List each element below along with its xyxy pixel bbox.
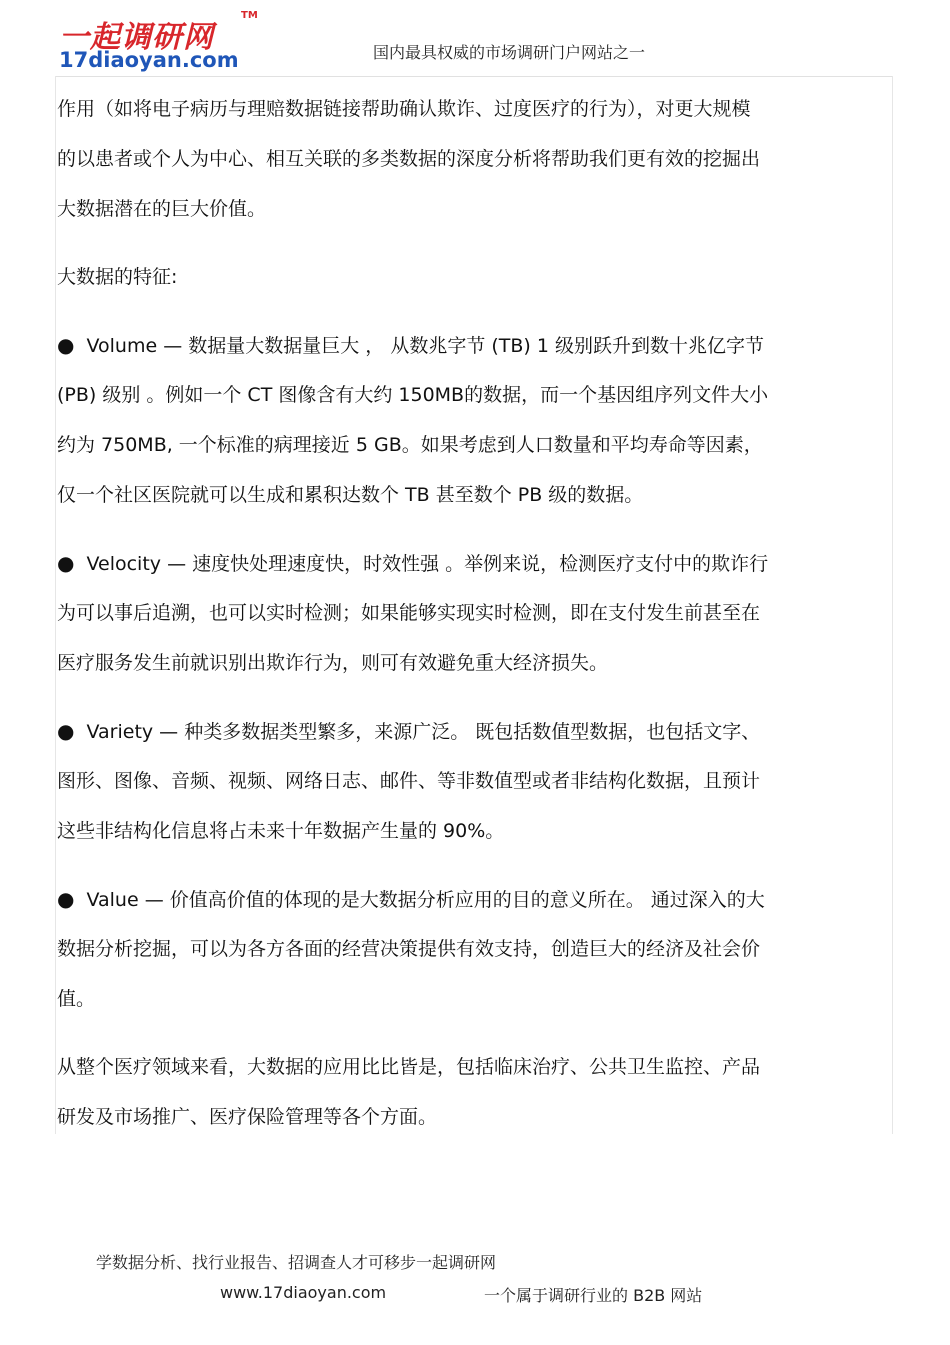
text-line: 图形、图像、音频、视频、网络日志、邮件、等非数值型或者非结构化数据，且预计	[57, 770, 761, 792]
paragraph-features-heading	[57, 252, 889, 302]
text-line: 约为 750MB, 一个标准的病理接近 5 GB。如果考虑到人口数量和平均寿命等因素，	[57, 434, 763, 456]
site-logo[interactable]	[55, 10, 265, 74]
document-body	[57, 84, 889, 1142]
bullet-dot-icon: ●	[57, 887, 75, 911]
footer-promo-text: 学数据分析、找行业报告、招调查人才可移步一起调研网	[96, 1253, 497, 1272]
text-line: 值。	[57, 988, 96, 1010]
text-line-content: Variety — 种类多数据类型繁多，来源广泛。 既包括数值型数据，也包括文字、	[80, 721, 761, 743]
logo-trademark: TM	[241, 10, 258, 21]
text-line	[57, 706, 889, 756]
feature-value	[57, 874, 889, 1024]
text-line-content: Velocity — 速度快处理速度快，时效性强 。举例来说，检测医疗支付中的欺诈行	[80, 553, 769, 575]
feature-volume	[57, 320, 889, 520]
feature-velocity	[57, 538, 889, 688]
paragraph-intro-continued	[57, 84, 889, 234]
header-divider	[55, 76, 893, 77]
text-line: 从整个医疗领域来看，大数据的应用比比皆是，包括临床治疗、公共卫生监控、产品	[57, 1056, 761, 1078]
footer-url-link[interactable]: www.17diaoyan.com	[220, 1283, 387, 1302]
bullet-dot-icon: ●	[57, 333, 75, 357]
text-line-content: Volume — 数据量大数据量巨大 ， 从数兆字节 (TB) 1 级别跃升到数十兆亿字节	[80, 335, 764, 357]
text-line: 大数据潜在的巨大价值。	[57, 198, 267, 220]
bullet-dot-icon: ●	[57, 551, 75, 575]
paragraph-medical-applications	[57, 1042, 889, 1142]
content-frame-left	[55, 76, 56, 1134]
text-line: 仅一个社区医院就可以生成和累积达数个 TB 甚至数个 PB 级的数据。	[57, 484, 644, 506]
text-line-content: Value — 价值高价值的体现的是大数据分析应用的目的意义所在。 通过深入的大	[80, 889, 765, 911]
text-line	[57, 538, 889, 588]
logo-chinese-wordmark: 一起调研网	[59, 20, 214, 55]
text-line: (PB) 级别 。例如一个 CT 图像含有大约 150MB的数据，而一个基因组序列文件大小	[57, 384, 769, 406]
text-line	[57, 874, 889, 924]
header-tagline: 国内最具权威的市场调研门户网站之一	[373, 43, 646, 62]
logo-domain-wordmark: 17diaoyan.com	[59, 48, 239, 72]
text-line: 作用（如将电子病历与理赔数据链接帮助确认欺诈、过度医疗的行为），对更大规模	[57, 98, 751, 120]
feature-variety	[57, 706, 889, 856]
text-line: 数据分析挖掘，可以为各方各面的经营决策提供有效支持，创造巨大的经济及社会价	[57, 938, 761, 960]
text-line: 这些非结构化信息将占未来十年数据产生量的 90%。	[57, 820, 505, 842]
footer-slogan: 一个属于调研行业的 B2B 网站	[484, 1286, 703, 1305]
content-frame-right	[892, 76, 893, 1134]
section-heading: 大数据的特征:	[57, 266, 178, 288]
bullet-dot-icon: ●	[57, 719, 75, 743]
text-line: 研发及市场推广、医疗保险管理等各个方面。	[57, 1106, 438, 1128]
text-line	[57, 320, 889, 370]
text-line: 为可以事后追溯，也可以实时检测；如果能够实现实时检测，即在支付发生前甚至在	[57, 602, 761, 624]
text-line: 的以患者或个人为中心、相互关联的多类数据的深度分析将帮助我们更有效的挖掘出	[57, 148, 761, 170]
text-line: 医疗服务发生前就识别出欺诈行为，则可有效避免重大经济损失。	[57, 652, 609, 674]
